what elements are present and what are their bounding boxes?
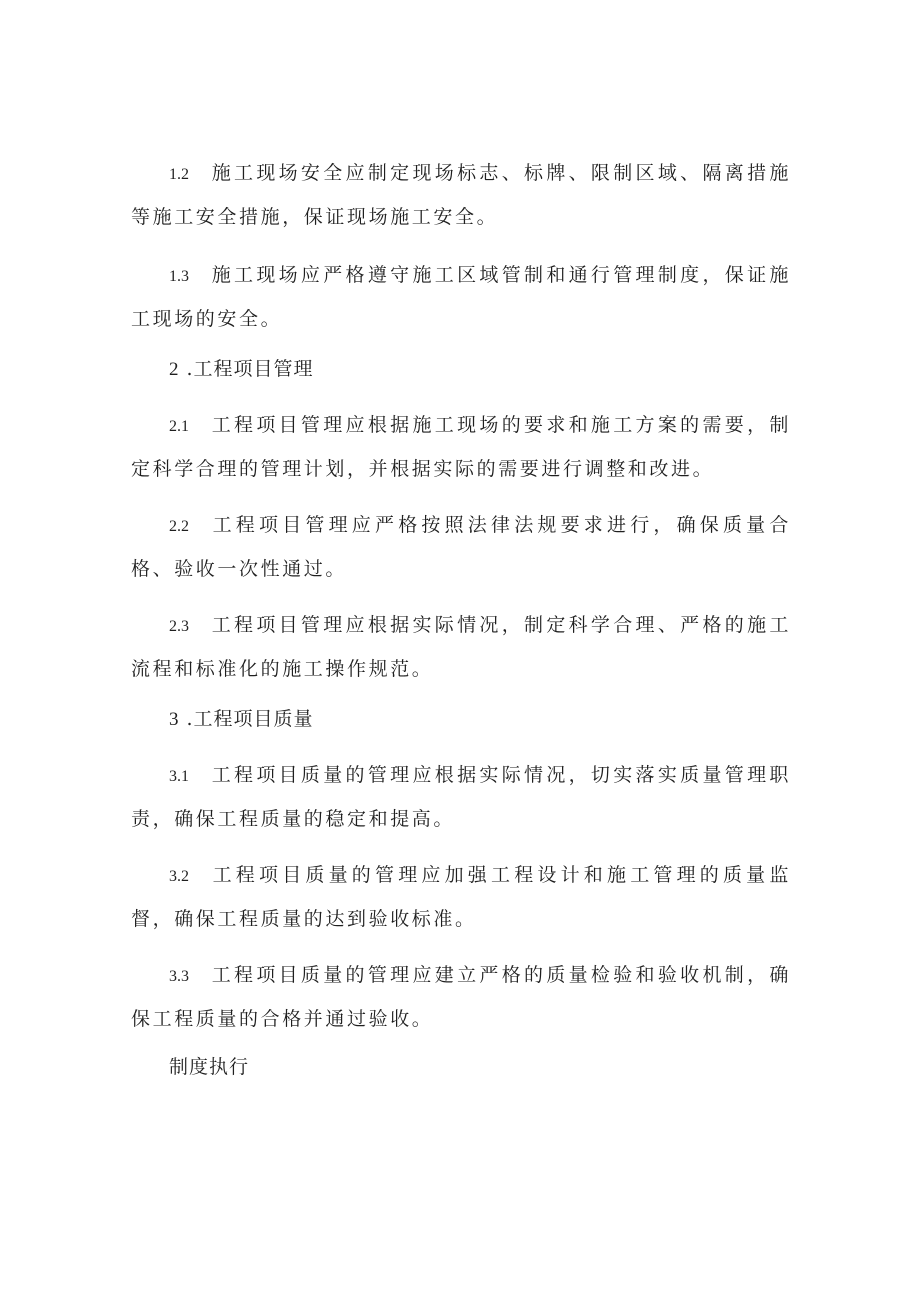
- paragraph-2-1: [131, 404, 791, 491]
- paragraph-text: 施工现场应严格遵守施工区域管制和通行管理制度，保证施工现场的安全。: [131, 264, 791, 330]
- section-title: .工程项目质量: [186, 708, 314, 730]
- section-number: 3: [169, 709, 179, 730]
- paragraph-number: 2.1: [169, 418, 189, 435]
- section-heading-3: [169, 706, 314, 733]
- paragraph-text: 工程项目管理应根据施工现场的要求和施工方案的需要，制定科学合理的管理计划，并根据实际的需要进行调整和改进。: [131, 414, 791, 480]
- paragraph-3-3: [131, 954, 791, 1041]
- paragraph-number: 3.2: [169, 868, 189, 885]
- paragraph-number: 2.3: [169, 618, 189, 635]
- paragraph-1-2: [131, 152, 791, 239]
- paragraph-1-3: [131, 254, 791, 341]
- paragraph-number: 3.1: [169, 768, 189, 785]
- paragraph-text: 工程项目质量的管理应根据实际情况，切实落实质量管理职责，确保工程质量的稳定和提高。: [131, 764, 791, 830]
- paragraph-text: 工程项目管理应根据实际情况，制定科学合理、严格的施工流程和标准化的施工操作规范。: [131, 614, 791, 680]
- paragraph-text: 工程项目质量的管理应加强工程设计和施工管理的质量监督，确保工程质量的达到验收标准。: [131, 864, 791, 930]
- paragraph-text: 工程项目管理应严格按照法律法规要求进行，确保质量合格、验收一次性通过。: [131, 514, 791, 580]
- paragraph-number: 1.2: [169, 166, 189, 183]
- closing-heading-text: 制度执行: [169, 1056, 250, 1078]
- paragraph-number: 1.3: [169, 268, 189, 285]
- paragraph-2-3: [131, 604, 791, 691]
- paragraph-2-2: [131, 504, 791, 591]
- closing-heading: [169, 1054, 249, 1080]
- section-number: 2: [169, 359, 179, 380]
- paragraph-3-2: [131, 854, 791, 941]
- section-title: .工程项目管理: [186, 358, 314, 380]
- paragraph-text: 工程项目质量的管理应建立严格的质量检验和验收机制，确保工程质量的合格并通过验收。: [131, 964, 791, 1030]
- paragraph-number: 3.3: [169, 968, 189, 985]
- paragraph-number: 2.2: [169, 518, 189, 535]
- paragraph-text: 施工现场安全应制定现场标志、标牌、限制区域、隔离措施等施工安全措施，保证现场施工安全。: [131, 162, 791, 228]
- section-heading-2: [169, 356, 314, 383]
- paragraph-3-1: [131, 754, 791, 841]
